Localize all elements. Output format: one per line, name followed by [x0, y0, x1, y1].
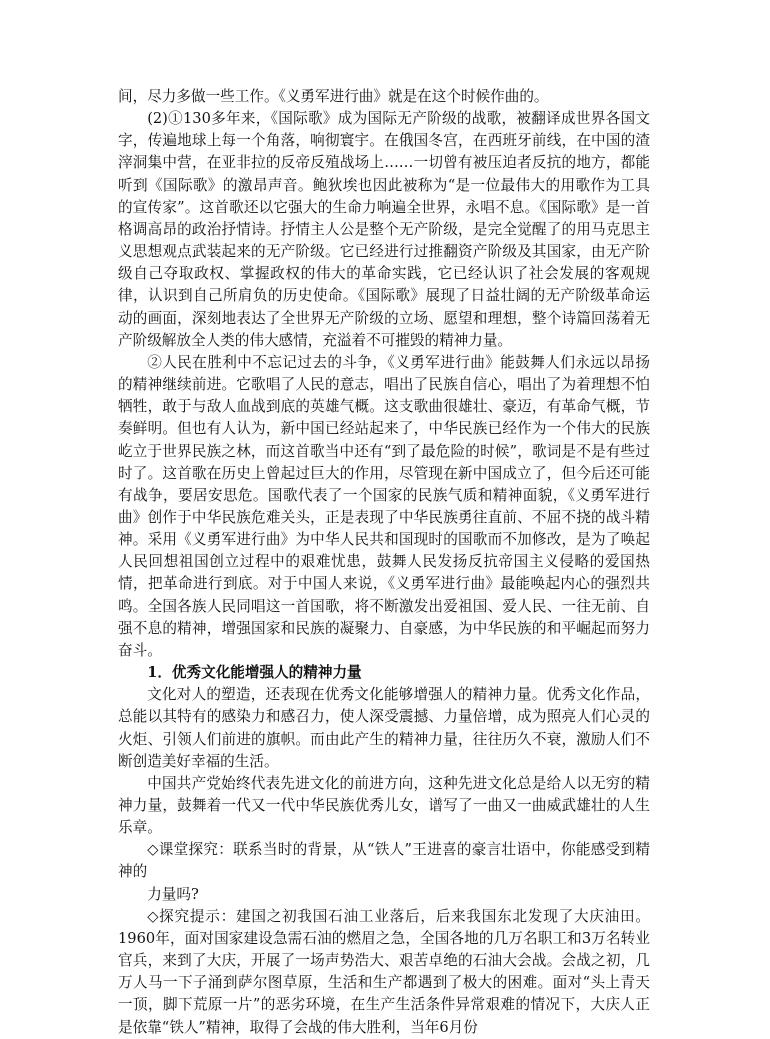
- paragraph-culture-shaping: 文化对人的塑造，还表现在优秀文化能够增强人的精神力量。优秀文化作品，总能以其特有的感染力和感召力，使人深受震撼、力量倍增，成为照亮人们心灵的火炬、引领人们前进的旗帜。而由此产生的精神力量，往往历久不衰，激励人们不断创造美好幸福的生活。: [118, 686, 650, 770]
- inquiry-question-continued: 力量吗?: [147, 885, 199, 903]
- section-heading: 1．优秀文化能增强人的精神力量: [147, 664, 362, 682]
- paragraph-party-culture: 中国共产党始终代表先进文化的前进方向，这种先进文化总是给人以无穷的精神力量，鼓舞着一代又一代中华民族优秀儿女，谱写了一曲又一曲威武雄壮的人生乐章。: [118, 774, 650, 837]
- paragraph-march-of-volunteers: ②人民在胜利中不忘记过去的斗争，《义勇军进行曲》能鼓舞人们永远以昂扬的精神继续前进。它歌唱了人民的意志，唱出了民族自信心，唱出了为着理想不怕牺牲，敢于与敌人血战到底的英雄气概。这支歌曲很雄壮、豪迈，有革命气概，节奏鲜明。但也有人认为，新中国已经站起来了，中华民族已经作为一个伟大的民族屹立于世界民族之林，而这首歌当中还有“到了最危险的时候”，歌词是不是有些过时了。这首歌在历史上曾起过巨大的作用，尽管现在新中国成立了，但今后还可能有战争，要居安思危。国歌代表了一个国家的民族气质和精神面貌，《义勇军进行曲》创作于中华民族危难关头，正是表现了中华民族勇往直前、不屈不挠的战斗精神。采用《义勇军进行曲》为中华人民共和国现时的国歌而不加修改，是为了唤起人民回想祖国创立过程中的艰难忧患，鼓舞人民发扬反抗帝国主义侵略的爱国热情，把革命进行到底。对于中国人来说，《义勇军进行曲》最能唤起内心的强烈共鸣。全国各族人民同唱这一首国歌，将不断激发出爱祖国、爱人民、一往无前、自强不息的精神，增强国家和民族的凝聚力、自豪感，为中华民族的和平崛起而努力奋斗。: [118, 353, 650, 659]
- paragraph-internationale: (2)①130多年来，《国际歌》成为国际无产阶级的战歌，被翻译成世界各国文字，传遍地球上每一个角落，响彻寰宇。在俄国冬宫，在西班牙前线，在中国的渣滓洞集中营，在亚非拉的反帝反殖战场上……一切曾有被压迫者反抗的地方，都能听到《国际歌》的激昂声音。鲍狄埃也因此被称为“是一位最伟大的用歌作为工具的宣传家”。这首歌还以它强大的生命力响遍全世界，永唱不息。《国际歌》是一首格调高昂的政治抒情诗。抒情主人公是整个无产阶级，是完全觉醒了的用马克思主义思想观点武装起来的无产阶级。它已经进行过推翻资产阶级及其国家，由无产阶级自己夺取政权、掌握政权的伟大的革命实践，它已经认识了社会发展的客观规律，认识到自己所肩负的历史使命。《国际歌》展现了日益壮阔的无产阶级革命运动的画面，深刻地表达了全世界无产阶级的立场、愿望和理想，整个诗篇回荡着无产阶级解放全人类的伟大感情，充溢着不可摧毁的精神力量。: [118, 110, 650, 349]
- document-page: [118, 86, 650, 1039]
- inquiry-question: ◇课堂探究：联系当时的背景，从“铁人”王进喜的豪言壮语中，你能感受到精神的: [118, 841, 650, 881]
- inquiry-hint: ◇探究提示：建国之初我国石油工业落后，后来我国东北发现了大庆油田。1960年，面对国家建设急需石油的燃眉之急，全国各地的几万名职工和3万名转业官兵，来到了大庆，开展了一场声势浩大、艰苦卓绝的石油大会战。会战之初，几万人马一下子涌到萨尔图草原，生活和生产都遇到了极大的困难。面对“头上青天一顶，脚下荒原一片”的恶劣环境，在生产生活条件异常艰难的情况下，大庆人正是依靠“铁人”精神，取得了会战的伟大胜利，当年6月份: [118, 907, 650, 1036]
- paragraph-intro: 间，尽力多做一些工作。《义勇军进行曲》就是在这个时候作曲的。: [118, 88, 549, 105]
